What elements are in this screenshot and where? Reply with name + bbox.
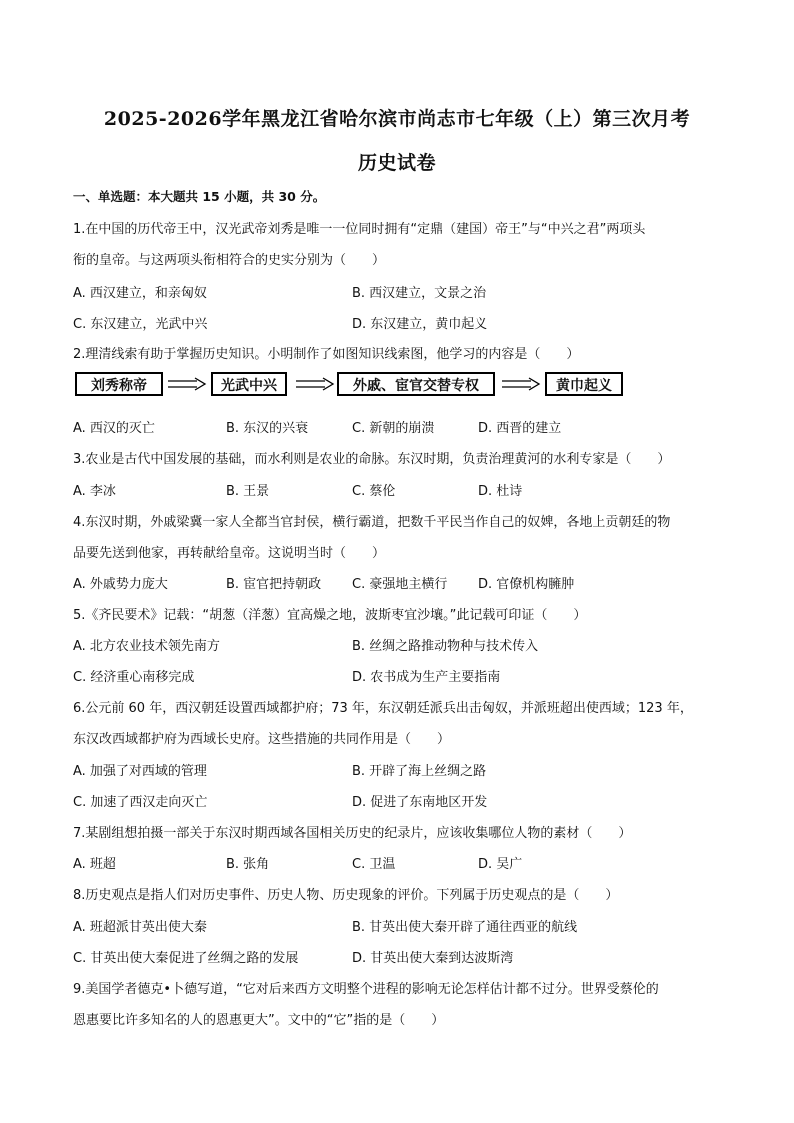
- question-1-line-1: 1.在中国的历代帝王中，汉光武帝刘秀是唯一一位同时拥有“定鼎（建国）帝王”与“中兴之君”两项头: [73, 222, 646, 237]
- flow-box-2: 光武中兴: [211, 372, 287, 396]
- exam-title-line1: 2025-2026学年黑龙江省哈尔滨市尚志市七年级（上）第三次月考: [103, 108, 691, 130]
- question-3-option-b: B. 王景: [226, 484, 270, 499]
- question-4-line-2: 品要先送到他家，再转献给皇帝。这说明当时（ ）: [73, 546, 386, 561]
- question-1-option-c: C. 东汉建立，光武中兴: [73, 317, 208, 332]
- question-6-option-d: D. 促进了东南地区开发: [352, 795, 488, 810]
- question-9-line-1: 9.美国学者德克•卜德写道，“它对后来西方文明整个进程的影响无论怎样估计都不过分。世界受蔡伦的: [73, 982, 659, 997]
- question-6-option-b: B. 开辟了海上丝绸之路: [352, 764, 487, 779]
- question-2-line-1: 2.理清线索有助于掌握历史知识。小明制作了如图知识线索图，他学习的内容是（ ）: [73, 347, 580, 362]
- question-5-option-b: B. 丝绸之路推动物种与技术传入: [352, 639, 539, 654]
- question-8-option-b: B. 甘英出使大秦开辟了通往西亚的航线: [352, 920, 578, 935]
- question-1-option-a: A. 西汉建立，和亲匈奴: [73, 286, 207, 301]
- question-4-line-1: 4.东汉时期，外戚梁冀一家人全都当官封侯，横行霸道，把数千平民当作自己的奴婢，各地上贡朝廷的物: [73, 515, 671, 530]
- question-3-option-a: A. 李冰: [73, 484, 116, 499]
- question-4-option-c: C. 豪强地主横行: [352, 577, 448, 592]
- question-9-line-2: 恩惠要比许多知名的人的恩惠更大”。文中的“它”指的是（ ）: [73, 1013, 445, 1028]
- question-6-line-1: 6.公元前 60 年，西汉朝廷设置西域都护府；73 年，东汉朝廷派兵出击匈奴，并派班超出使西域；123 年，: [73, 701, 693, 716]
- flow-box-3: 外戚、宦官交替专权: [337, 372, 495, 396]
- section-header: 一、单选题：本大题共 15 小题，共 30 分。: [73, 189, 326, 204]
- question-2-option-c: C. 新朝的崩溃: [352, 421, 435, 436]
- question-1-line-2: 衔的皇帝。与这两项头衔相符合的史实分别为（ ）: [73, 253, 386, 268]
- flow-box-4: 黄巾起义: [545, 372, 623, 396]
- question-1-option-d: D. 东汉建立，黄巾起义: [352, 317, 488, 332]
- exam-title-line2: 历史试卷: [357, 152, 436, 174]
- question-8-option-a: A. 班超派甘英出使大秦: [73, 920, 207, 935]
- question-8-option-c: C. 甘英出使大秦促进了丝绸之路的发展: [73, 951, 299, 966]
- question-5-line-1: 5.《齐民要术》记载：“胡葱（洋葱）宜高燥之地，波斯枣宜沙壤。”此记载可印证（ ）: [73, 608, 587, 623]
- question-4-option-a: A. 外戚势力庞大: [73, 577, 168, 592]
- question-2-option-a: A. 西汉的灭亡: [73, 421, 155, 436]
- question-5-option-a: A. 北方农业技术领先南方: [73, 639, 220, 654]
- question-4-option-b: B. 宦官把持朝政: [226, 577, 322, 592]
- flow-arrow-1: [167, 377, 207, 391]
- question-2-option-d: D. 西晋的建立: [478, 421, 562, 436]
- question-3-line-1: 3.农业是古代中国发展的基础，而水利则是农业的命脉。东汉时期，负责治理黄河的水利专家是（ ）: [73, 452, 671, 467]
- question-8-option-d: D. 甘英出使大秦到达波斯湾: [352, 951, 514, 966]
- question-5-option-d: D. 农书成为生产主要指南: [352, 670, 501, 685]
- flow-box-1: 刘秀称帝: [75, 372, 163, 396]
- question-7-option-d: D. 吴广: [478, 857, 523, 872]
- knowledge-flowchart: [73, 372, 723, 400]
- question-3-option-d: D. 杜诗: [478, 484, 523, 499]
- question-4-option-d: D. 官僚机构臃肿: [478, 577, 575, 592]
- question-7-option-b: B. 张角: [226, 857, 270, 872]
- question-3-option-c: C. 蔡伦: [352, 484, 396, 499]
- question-7-option-a: A. 班超: [73, 857, 116, 872]
- question-1-option-b: B. 西汉建立，文景之治: [352, 286, 487, 301]
- question-8-line-1: 8.历史观点是指人们对历史事件、历史人物、历史现象的评价。下列属于历史观点的是（ ）: [73, 888, 619, 903]
- question-6-option-c: C. 加速了西汉走向灭亡: [73, 795, 208, 810]
- question-6-option-a: A. 加强了对西域的管理: [73, 764, 207, 779]
- question-7-line-1: 7.某剧组想拍摄一部关于东汉时期西域各国相关历史的纪录片，应该收集哪位人物的素材（ ）: [73, 826, 632, 841]
- question-6-line-2: 东汉改西域都护府为西域长史府。这些措施的共同作用是（ ）: [73, 732, 451, 747]
- question-5-option-c: C. 经济重心南移完成: [73, 670, 195, 685]
- flow-arrow-2: [295, 377, 335, 391]
- flow-arrow-3: [501, 377, 541, 391]
- question-7-option-c: C. 卫温: [352, 857, 396, 872]
- question-2-option-b: B. 东汉的兴衰: [226, 421, 309, 436]
